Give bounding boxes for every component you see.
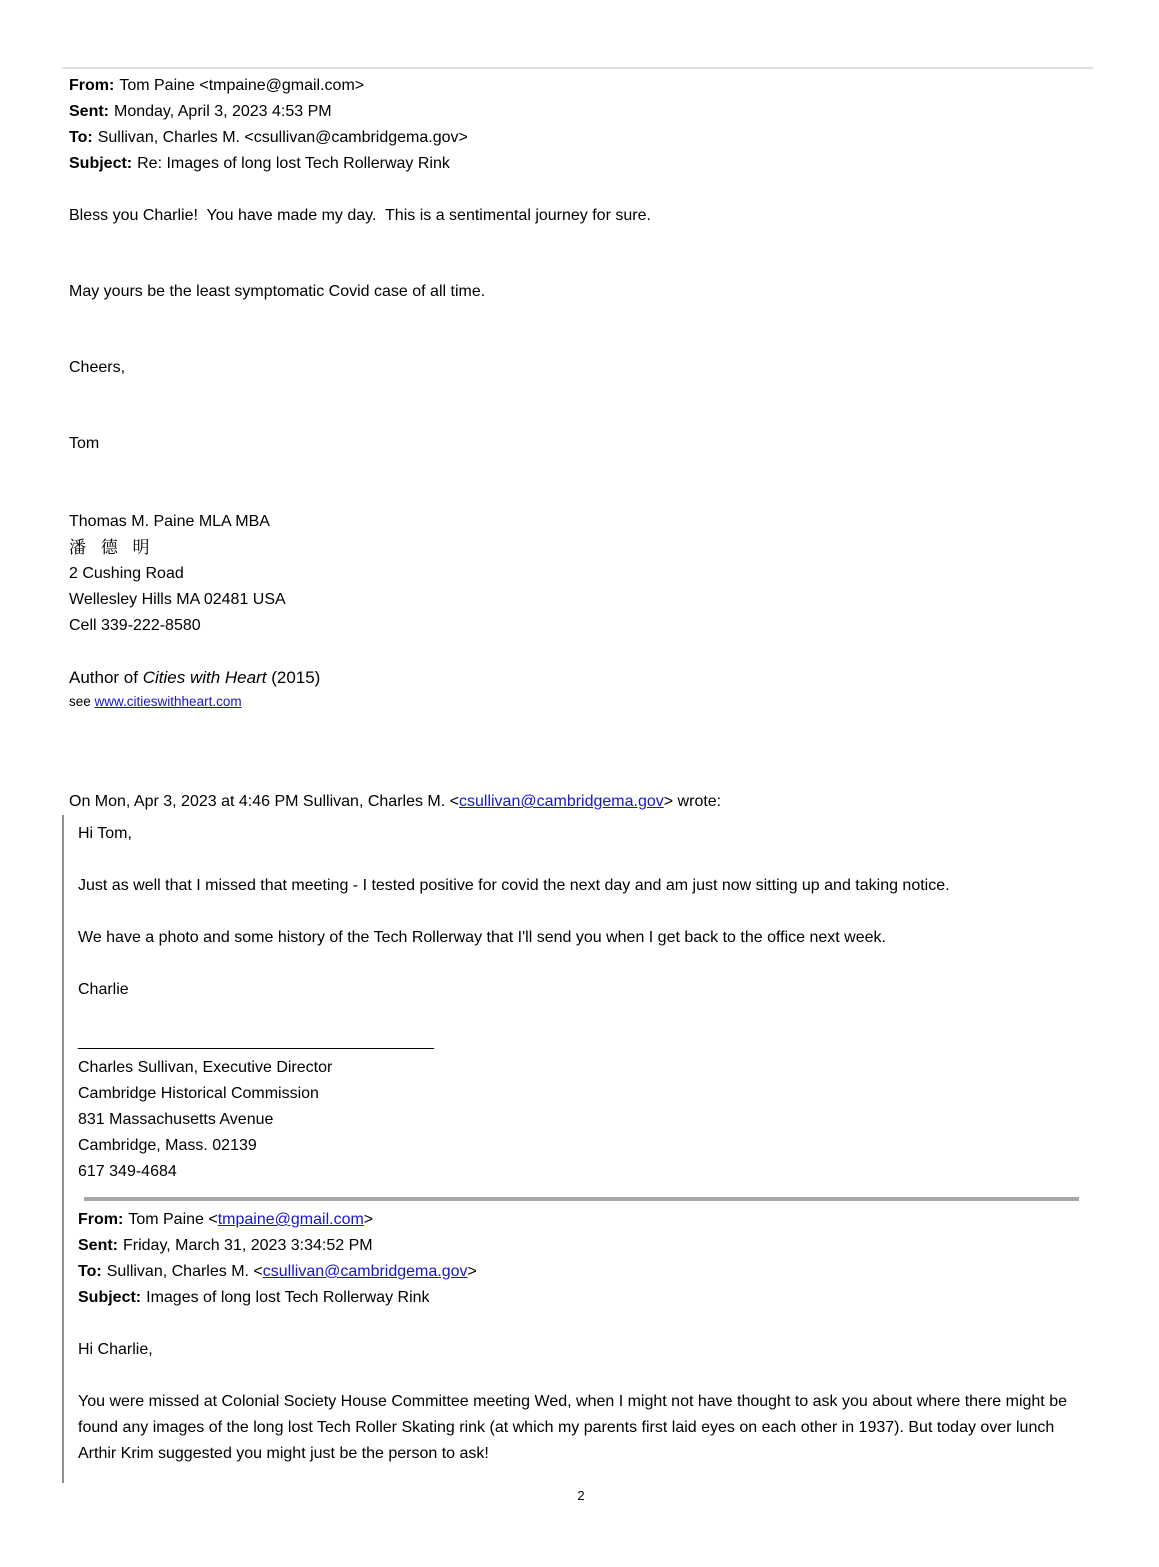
signature-author-line xyxy=(69,665,1093,691)
email2-signoff: Charlie xyxy=(78,981,129,998)
author-prefix: Author of xyxy=(69,668,143,687)
signature-website-line xyxy=(69,691,1093,713)
email1-header-block xyxy=(69,73,1093,177)
attribution-email-link[interactable]: csullivan@cambridgema.gov xyxy=(458,793,664,810)
header-to-prefix: Sullivan, Charles M. < xyxy=(106,1263,263,1280)
book-title: Cities with Heart xyxy=(142,668,267,687)
email2-signature-address-2: Cambridge, Mass. 02139 xyxy=(78,1137,257,1154)
header-sent-label: Sent: xyxy=(69,103,109,120)
email3-header-block xyxy=(78,1207,1093,1311)
header-to-row xyxy=(69,125,1093,151)
header-from-value: Tom Paine <tmpaine@gmail.com> xyxy=(119,77,365,94)
attribution-suffix: > wrote: xyxy=(663,793,722,810)
header-from-row xyxy=(69,73,1093,99)
citieswithheart-link[interactable]: www.citieswithheart.com xyxy=(94,694,242,709)
signature-name: Thomas M. Paine MLA MBA xyxy=(69,513,270,530)
header-subject-row xyxy=(78,1285,1093,1311)
email2-signature-org: Cambridge Historical Commission xyxy=(78,1085,319,1102)
email2-paragraph-1: Just as well that I missed that meeting - I tested positive for covid the next day and am just now sitting up and taking notice. xyxy=(78,877,950,894)
quote-attribution-line xyxy=(69,789,1093,815)
email2-greeting: Hi Tom, xyxy=(78,825,132,842)
header-sent-row xyxy=(78,1233,1093,1259)
email-page xyxy=(0,67,1159,1505)
header-to-label: To: xyxy=(78,1263,102,1280)
email1-signature-block xyxy=(69,509,1093,639)
header-from-suffix: > xyxy=(363,1211,374,1228)
header-to-label: To: xyxy=(69,129,93,146)
header-from-label: From: xyxy=(69,77,115,94)
header-to-value: Sullivan, Charles M. <csullivan@cambridgema.gov> xyxy=(97,129,468,146)
header-from-row xyxy=(78,1207,1093,1233)
header-subject-label: Subject: xyxy=(69,155,133,172)
header-sent-label: Sent: xyxy=(78,1237,118,1254)
to-email-link[interactable]: csullivan@cambridgema.gov xyxy=(262,1263,468,1280)
email2-signature-name: Charles Sullivan, Executive Director xyxy=(78,1059,333,1076)
email1-signoff: Tom xyxy=(69,435,100,452)
signature-phone: Cell 339-222-8580 xyxy=(69,617,201,634)
email3-greeting: Hi Charlie, xyxy=(78,1341,153,1358)
header-subject-label: Subject: xyxy=(78,1289,142,1306)
signature-address-1: 2 Cushing Road xyxy=(69,565,184,582)
header-from-label: From: xyxy=(78,1211,124,1228)
signature-address-2: Wellesley Hills MA 02481 USA xyxy=(69,591,286,608)
page-number: 2 xyxy=(577,1488,585,1503)
email2-signature-phone: 617 349-4684 xyxy=(78,1163,177,1180)
quoted-email xyxy=(62,815,1093,1483)
attribution-prefix: On Mon, Apr 3, 2023 at 4:46 PM Sullivan, Charles M. < xyxy=(69,793,459,810)
email1-paragraph-1: Bless you Charlie! You have made my day. This is a sentimental journey for sure. xyxy=(69,207,651,224)
page-top-rule xyxy=(62,67,1093,69)
email2-paragraph-2: We have a photo and some history of the Tech Rollerway that I'll send you when I get back to the office next week. xyxy=(78,929,886,946)
header-subject-value: Images of long lost Tech Rollerway Rink xyxy=(146,1289,430,1306)
header-to-row xyxy=(78,1259,1093,1285)
email1-paragraph-2: May yours be the least symptomatic Covid case of all time. xyxy=(69,283,486,300)
header-subject-value: Re: Images of long lost Tech Rollerway Rink xyxy=(137,155,450,172)
header-from-prefix: Tom Paine < xyxy=(128,1211,218,1228)
signature-rule: ________________________________________ xyxy=(78,1033,434,1050)
email1-closing: Cheers, xyxy=(69,359,126,376)
quote-divider xyxy=(84,1197,1079,1201)
header-subject-row xyxy=(69,151,1093,177)
see-prefix: see xyxy=(69,694,95,709)
email3-paragraph-1: You were missed at Colonial Society House Committee meeting Wed, when I might not have thought to ask you about where there might be found any images of the long lost Tech Roller Skating rink (at which my parents first laid eyes on each other in 1937). But today over lunch Arthir Krim suggested you might just be the person to ask! xyxy=(78,1393,1072,1462)
from-email-link[interactable]: tmpaine@gmail.com xyxy=(217,1211,364,1228)
email2-signature-address-1: 831 Massachusetts Avenue xyxy=(78,1111,274,1128)
header-sent-row xyxy=(69,99,1093,125)
header-to-suffix: > xyxy=(467,1263,477,1280)
author-suffix: (2015) xyxy=(266,668,321,687)
header-sent-value: Friday, March 31, 2023 3:34:52 PM xyxy=(123,1237,373,1254)
signature-chinese-name: 潘 德 明 xyxy=(69,538,155,557)
email2-signature-block xyxy=(78,1029,1093,1185)
header-sent-value: Monday, April 3, 2023 4:53 PM xyxy=(114,103,332,120)
